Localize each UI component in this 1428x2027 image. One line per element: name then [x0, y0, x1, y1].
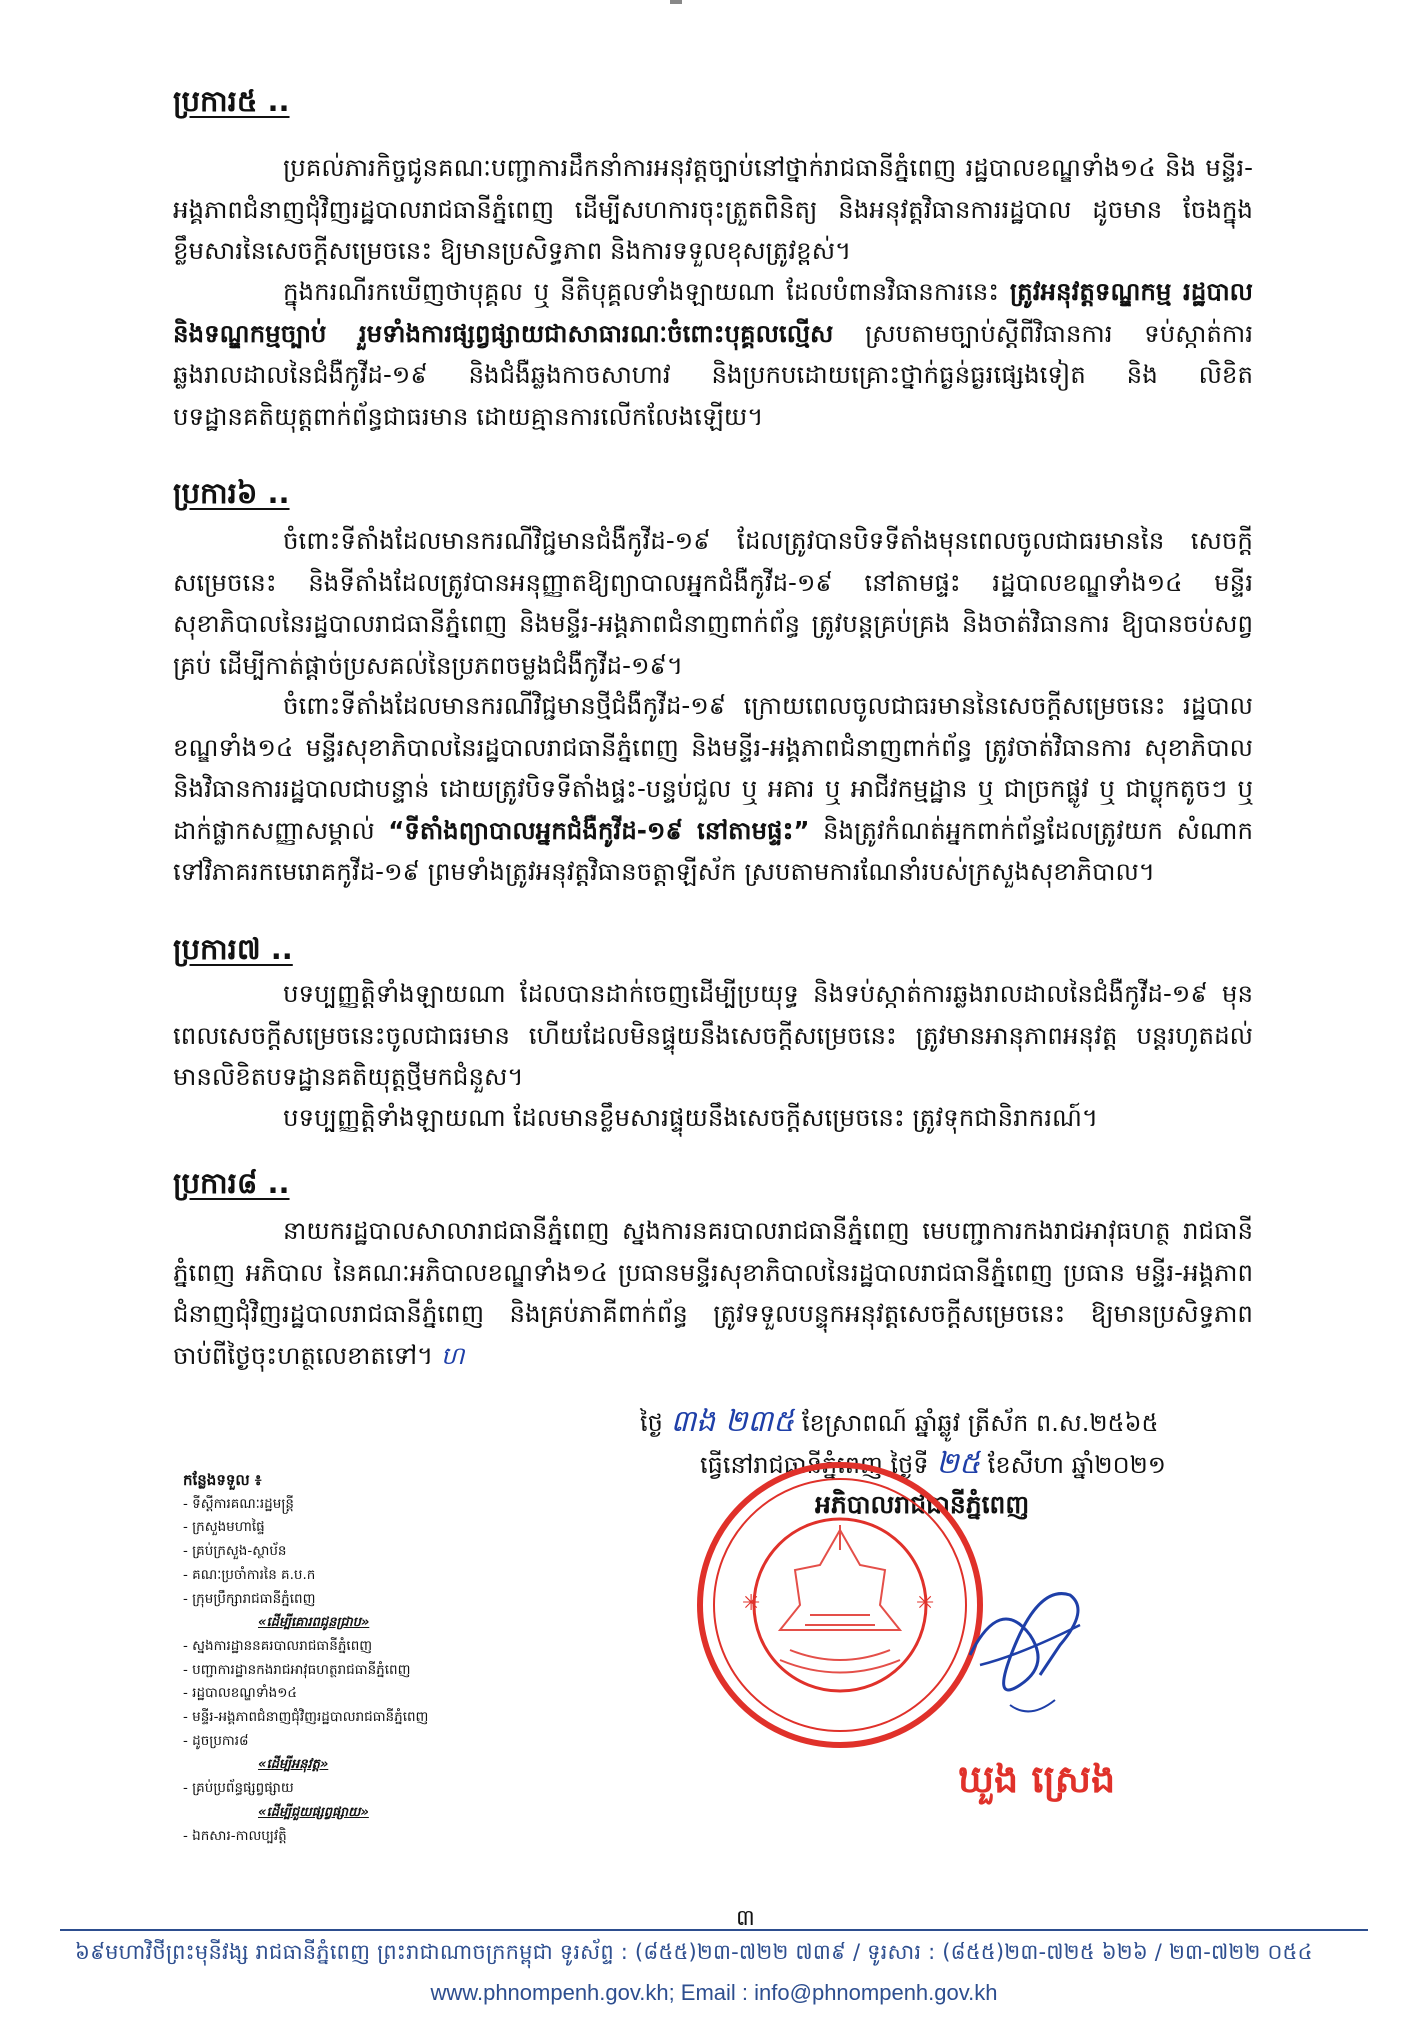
recipient-item: - ឯកសារ-កាលប្បវត្តិ: [183, 1827, 287, 1844]
article-6-p2-start: ចំពោះទីតាំងដែលមានករណីវិជ្ជមានថ្មីជំងឺកូវីដ-១៩ ក្រោយពេលចូលជាធរមាននៃសេចក្តីសម្រេចនេះ រដ្ឋបាលខណ្ឌទាំង១៤ មន្ទីរសុខាភិបាលនៃរដ្ឋបាលរាជធានីភ្នំពេញ និងមន្ទីរ-អង្គភាពជំនាញពាក់ព័ន្ធ ត្រូវចាត់វិធានការ សុខាភិបាល និងវិធានការរដ្ឋបាលជាបន្ទាន់ ដោយត្រូវបិទទីតាំងផ្ទះ-បន្ទប់ជួល ឬ អគារ ឬ អាជីវកម្មដ្ឋាន ឬ ជាច្រកផ្លូវ ឬ ជាប្លុកតូចៗ ឬ ដាក់ផ្លាកសញ្ញាសម្គាល់: [173, 691, 1253, 845]
top-scan-mark: [670, 0, 682, 4]
article-6-p2-end: និងត្រូវកំណត់អ្នកពាក់ព័ន្ធដែលត្រូវយក សំណាកទៅវិភាគរកមេរោគកូវីដ-១៩ ព្រមទាំងត្រូវអនុវត្តវិធានចត្តាឡីស័ក ស្របតាមការណែនាំរបស់ក្រសួងសុខាភិបាល។: [173, 815, 1254, 886]
date-day-label: ថ្ងៃ: [640, 1409, 663, 1437]
recipient-item: - ក្រសួងមហាផ្ទៃ: [183, 1519, 265, 1536]
handwritten-initials: ហ: [441, 1340, 465, 1370]
handwritten-signature-icon: [960, 1535, 1095, 1745]
article-6-p2-bold: “ទីតាំងព្យាបាលអ្នកជំងឺកូវីដ-១៩ នៅតាមផ្ទះ”: [388, 815, 810, 845]
article-6-paragraph-2: [173, 685, 1253, 893]
article-5-p2-start: ក្នុងករណីរកឃើញថាបុគ្គល ឬ នីតិបុគ្គលទាំងឡាយណា ដែលបំពានវិធានការនេះ: [283, 277, 1010, 306]
recipient-item: - គណៈប្រចាំការនៃ គ.ប.ក: [183, 1566, 316, 1583]
svg-text:✳: ✳: [742, 1591, 761, 1616]
date-line-lunar: [640, 1402, 1158, 1446]
article-6-heading: ប្រការ៦ ..: [173, 476, 290, 510]
article-7-paragraph-2: បទប្បញ្ញត្តិទាំងឡាយណា ដែលមានខ្លឹមសារផ្ទុយនឹងសេចក្តីសម្រេចនេះ ត្រូវទុកជានិរាករណ៍។: [283, 1103, 1099, 1132]
date-place-text: ធ្វើនៅរាជធានីភ្នំពេញ ថ្ងៃទី: [700, 1451, 929, 1479]
article-6-paragraph-1: ចំពោះទីតាំងដែលមានករណីវិជ្ជមានជំងឺកូវីដ-១៩ ដែលត្រូវបានបិទទីតាំងមុនពេលចូលជាធរមាននៃ សេចក្តីសម្រេចនេះ និងទីតាំងដែលត្រូវបានអនុញ្ញាតឱ្យព្យាបាលអ្នកជំងឺកូវីដ-១៩ នៅតាមផ្ទះ រដ្ឋបាលខណ្ឌទាំង១៤ មន្ទីរសុខាភិបាលនៃរដ្ឋបាលរាជធានីភ្នំពេញ និងមន្ទីរ-អង្គភាពជំនាញពាក់ព័ន្ធ ត្រូវបន្តគ្រប់គ្រង និងចាត់វិធានការ ឱ្យបានចប់សព្វគ្រប់ ដើម្បីកាត់ផ្តាច់ប្រសគល់នៃប្រភពចម្លងជំងឺកូវីដ-១៩។: [173, 526, 1253, 680]
recipient-group-label: «ដើម្បីគោរពជូនជ្រាប»: [258, 1615, 370, 1631]
recipient-group-label: «ដើម្បីអនុវត្ត»: [258, 1757, 329, 1773]
date-month-year: ខែសីហា ឆ្នាំ២០២១: [987, 1451, 1166, 1479]
date-lunar-text: ខែស្រាពណ៍ ឆ្នាំឆ្លូវ ត្រីស័ក ព.ស.២៥៦៥: [801, 1409, 1159, 1437]
article-8-heading: ប្រការ៨ ..: [173, 1166, 290, 1200]
article-7-paragraph-1: បទប្បញ្ញត្តិទាំងឡាយណា ដែលបានដាក់ចេញដើម្បីប្រយុទ្ធ និងទប់ស្កាត់ការឆ្លងរាលដាលនៃជំងឺកូវីដ-១៩ មុនពេលសេចក្តីសម្រេចនេះចូលជាធរមាន ហើយដែលមិនផ្ទុយនឹងសេចក្តីសម្រេចនេះ ត្រូវមានអានុភាពអនុវត្ត បន្តរហូតដល់មានលិខិតបទដ្ឋានគតិយុត្តថ្មីមកជំនួស។: [173, 979, 1253, 1091]
recipient-item: - រដ្ឋបាលខណ្ឌទាំង១៤: [183, 1685, 297, 1702]
recipient-item: - មន្ទីរ-អង្គភាពជំនាញជុំវិញរដ្ឋបាលរាជធានីភ្នំពេញ: [183, 1709, 429, 1726]
recipient-item: - ទីស្តីការគណៈរដ្ឋមន្ត្រី: [183, 1495, 294, 1512]
recipient-item: - ស្នងការដ្ឋាននគរបាលរាជធានីភ្នំពេញ: [183, 1637, 373, 1654]
article-8-p1-text: នាយករដ្ឋបាលសាលារាជធានីភ្នំពេញ ស្នងការនគរបាលរាជធានីភ្នំពេញ មេបញ្ជាការកងរាជអាវុធហត្ថ រាជធានីភ្នំពេញ អភិបាល នៃគណៈអភិបាលខណ្ឌទាំង១៤ ប្រធានមន្ទីរសុខាភិបាលនៃរដ្ឋបាលរាជធានីភ្នំពេញ ប្រធាន មន្ទីរ-អង្គភាពជំនាញជុំវិញរដ្ឋបាលរាជធានីភ្នំពេញ និងគ្រប់ភាគីពាក់ព័ន្ធ ត្រូវទទួលបន្ទុកអនុវត្តសេចក្តីសម្រេចនេះ ឱ្យមានប្រសិទ្ធភាពចាប់ពីថ្ងៃចុះហត្ថលេខាតទៅ។: [173, 1216, 1253, 1370]
recipient-item: - គ្រប់ប្រព័ន្ធផ្សព្វផ្សាយ: [183, 1780, 294, 1797]
page-number: ៣: [736, 1906, 755, 1931]
footer-address: ៦៩មហាវិថីព្រះមុនីវង្ស រាជធានីភ្នំពេញ ព្រះរាជាណាចក្រកម្ពុជា ទូរស័ព្ទ : (៨៥៥)២៣-៧២២ ៧៣៩ / ទូរសារ : (៨៥៥)២៣-៧២៥ ៦២៦ / ២៣-៧២២ ០៥៤: [75, 1940, 1313, 1964]
signatory-name: ឃួង ស្រេង: [958, 1757, 1116, 1801]
article-8-paragraph-1: [173, 1210, 1253, 1376]
recipient-item: - ដូចប្រការ៨: [183, 1732, 249, 1749]
recipient-item: - គ្រប់ក្រសួង-ស្ថាប័ន: [183, 1543, 287, 1560]
recipient-item: - ក្រុមប្រឹក្សារាជធានីភ្នំពេញ: [183, 1590, 316, 1607]
article-5-paragraph-2: [173, 271, 1253, 437]
article-5-p2-end: ស្របតាមច្បាប់ស្តីពីវិធានការ ទប់ស្កាត់ការឆ្លងរាលដាលនៃជំងឺកូវីដ-១៩ និងជំងឺឆ្លងកាចសាហាវ និងប្រកបដោយគ្រោះថ្នាក់ធ្ងន់ធ្ងរផ្សេងទៀត និង លិខិតបទដ្ឋានគតិយុត្តពាក់ព័ន្ធជាធរមាន ដោយគ្មានការលើកលែងឡើយ។: [173, 318, 1254, 431]
svg-text:✳: ✳: [916, 1591, 935, 1616]
date-handwritten-number: ២៥: [936, 1446, 981, 1481]
recipient-item: - បញ្ជាការដ្ឋានកងរាជអាវុធហត្ថរាជធានីភ្នំពេញ: [183, 1661, 411, 1678]
article-5-heading: ប្រការ៥ ..: [173, 84, 290, 118]
footer-divider: [60, 1929, 1368, 1931]
article-7-heading: ប្រការ៧ ..: [173, 932, 293, 966]
article-5-p2-bold: ត្រូវអនុវត្តទណ្ឌកម្ម រដ្ឋបាល និងទណ្ឌកម្មច្បាប់ រួមទាំងការផ្សព្វផ្សាយជាសាធារណៈចំពោះបុគ្គលល្មើស: [173, 277, 1253, 348]
recipients-title: កន្លែងទទួល ៖: [183, 1471, 262, 1489]
recipients-list: [183, 1469, 513, 1848]
official-seal-icon: [690, 1455, 990, 1755]
issuing-office-title: អភិបាលរាជធានីភ្នំពេញ: [815, 1490, 1030, 1519]
recipient-group-label: «ដើម្បីជួយផ្សព្វផ្សាយ»: [258, 1804, 369, 1820]
date-handwritten-day: ៣ង ២៣៥: [670, 1404, 795, 1439]
article-5-paragraph-1: ប្រគល់ភារកិច្ចជូនគណៈបញ្ជាការដឹកនាំការអនុវត្តច្បាប់នៅថ្នាក់រាជធានីភ្នំពេញ រដ្ឋបាលខណ្ឌទាំង១៤ និង មន្ទីរ-អង្គភាពជំនាញជុំវិញរដ្ឋបាលរាជធានីភ្នំពេញ ដើម្បីសហការចុះត្រួតពិនិត្យ និងអនុវត្តវិធានការរដ្ឋបាល ដូចមាន ចែងក្នុងខ្លឹមសារនៃសេចក្តីសម្រេចនេះ ឱ្យមានប្រសិទ្ធភាព និងការទទួលខុសត្រូវខ្ពស់។: [173, 153, 1253, 265]
footer-website: www.phnompenh.gov.kh; Email : info@phnompenh.gov.kh: [430, 1980, 998, 2005]
